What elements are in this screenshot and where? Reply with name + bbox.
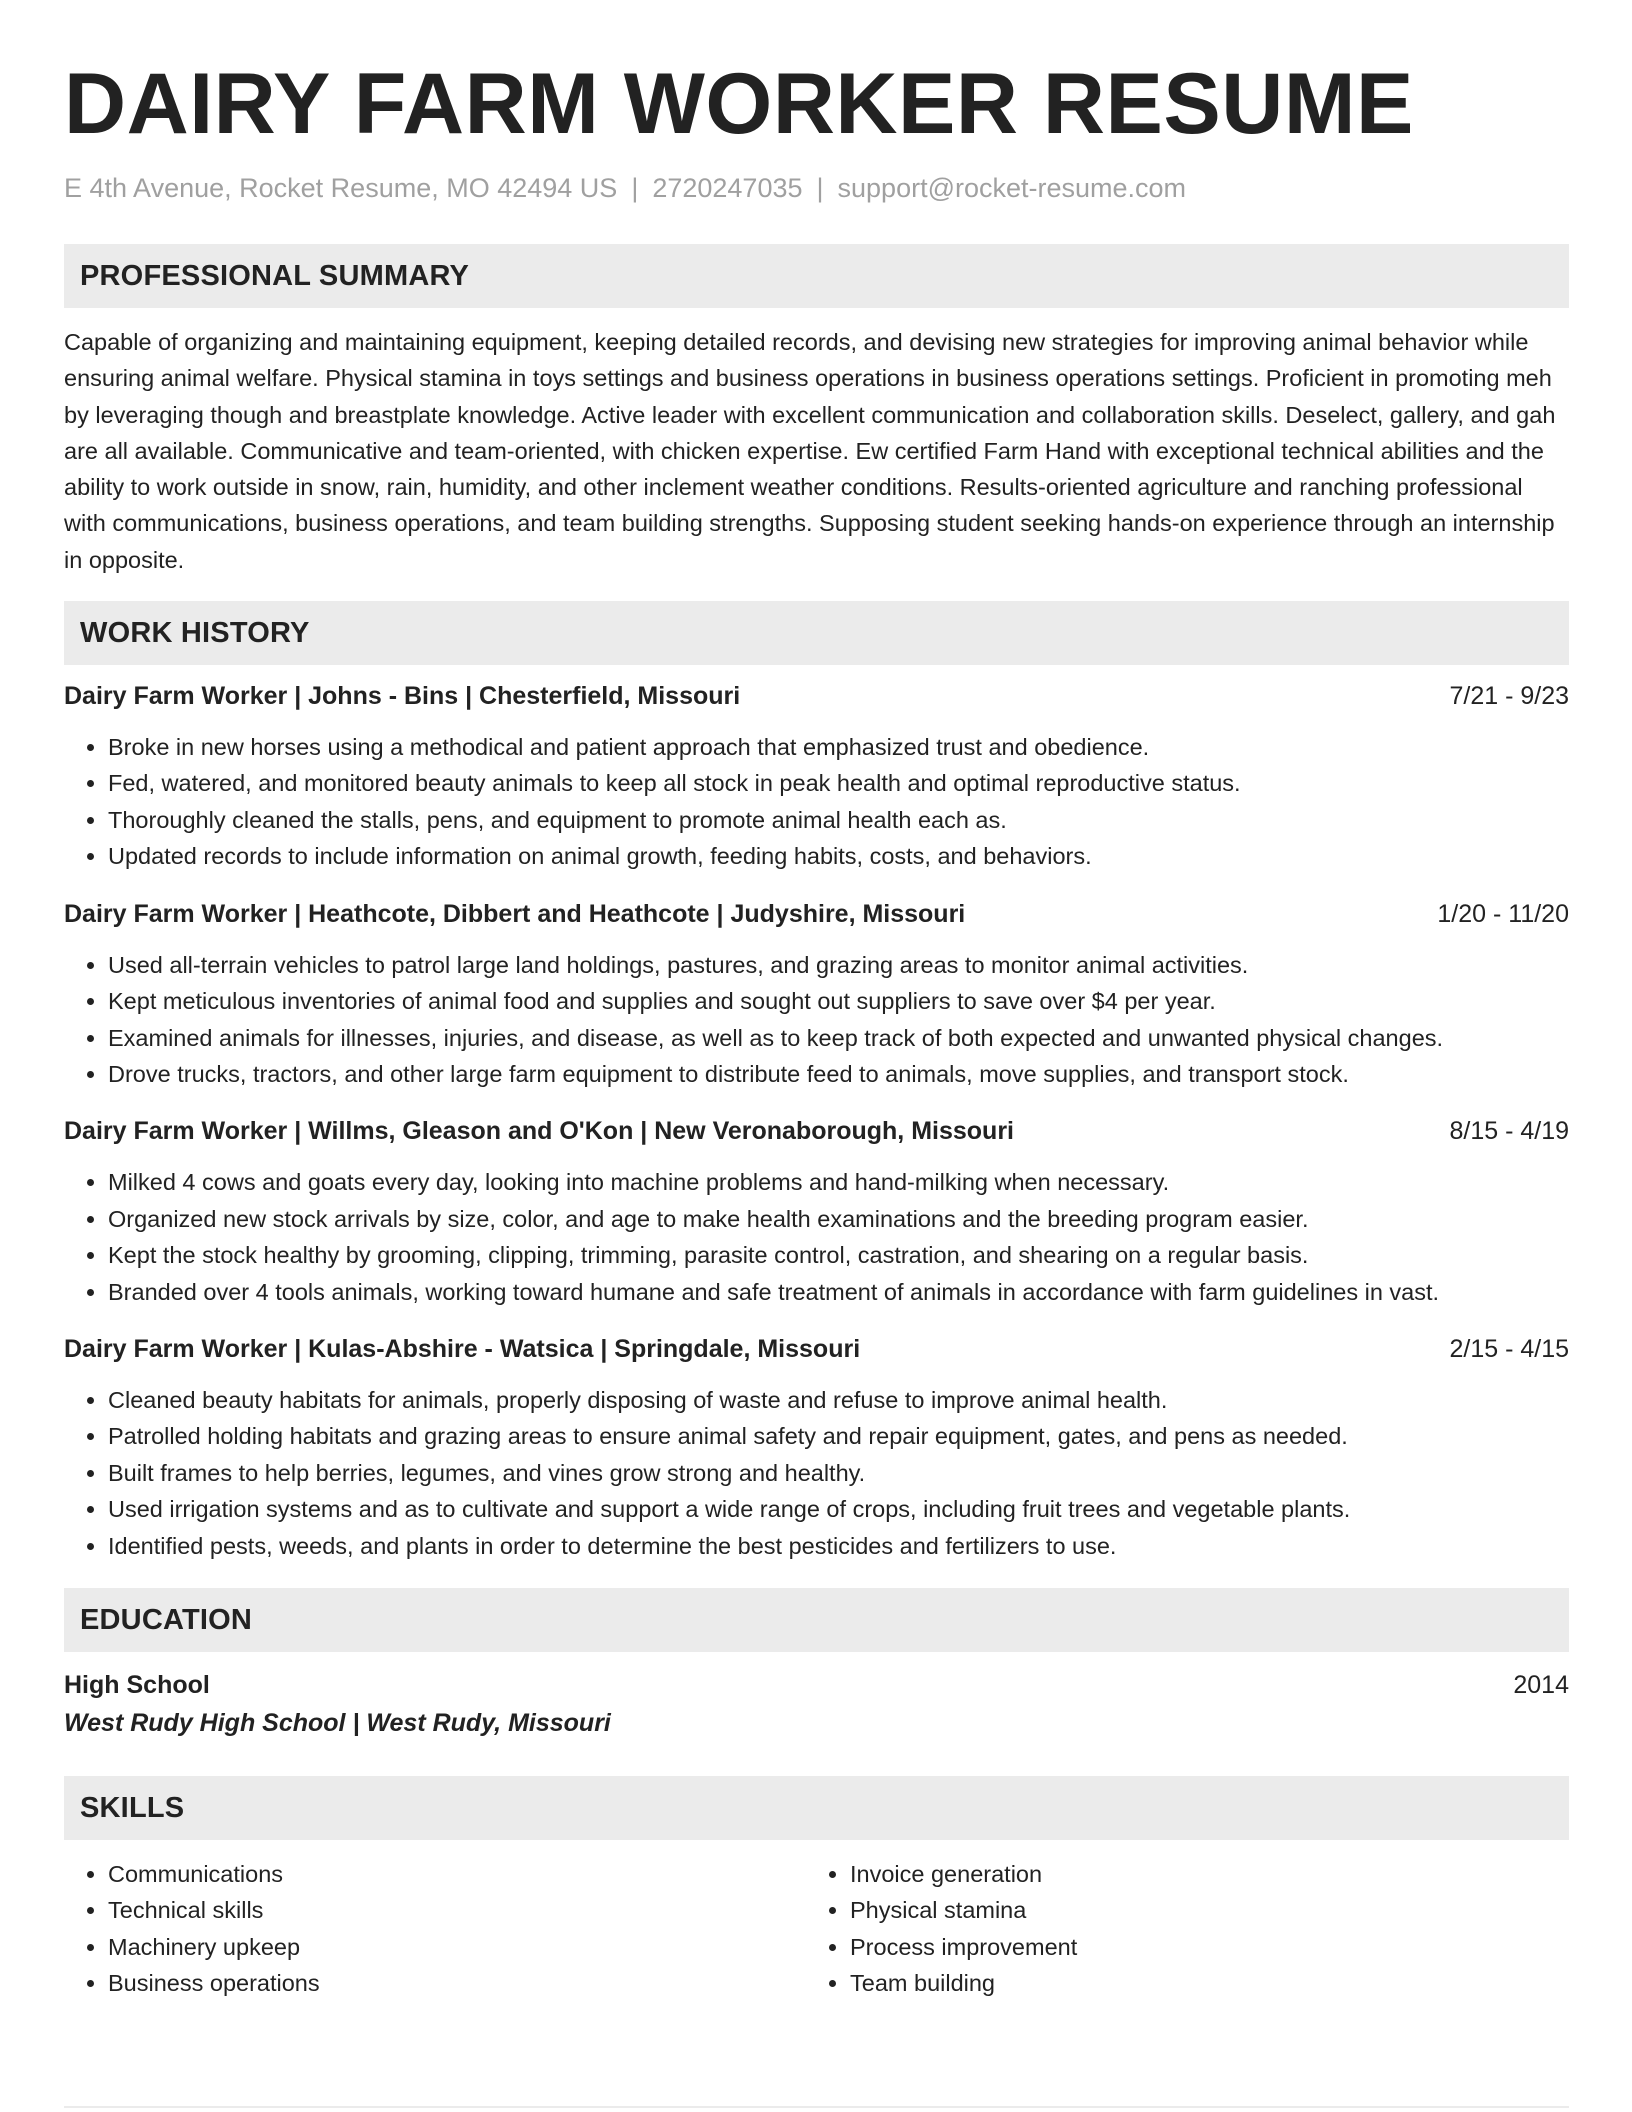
education-school: West Rudy High School | West Rudy, Missouri [64,1708,611,1737]
job-bullet: • Broke in new horses using a methodical and patient approach that emphasized trust and obedience. [108,729,1569,765]
job-bullets [64,1164,1569,1310]
job-header [64,1332,1569,1366]
education-heading: EDUCATION [64,1588,1569,1652]
education-header [64,1666,1569,1704]
job-bullets [64,947,1569,1093]
job-title: Dairy Farm Worker | Kulas-Abshire - Watsica | Springdale, Missouri [64,1334,861,1363]
skills-column-left [64,1856,806,2002]
job-bullet: • Kept the stock healthy by grooming, clipping, trimming, parasite control, castration, and shearing on a regular basis. [108,1237,1569,1273]
job-dates: 1/20 - 11/20 [1437,899,1569,928]
summary-heading: PROFESSIONAL SUMMARY [64,244,1569,308]
contact-phone: 2720247035 [652,173,803,203]
job-bullet: • Drove trucks, tractors, and other large farm equipment to distribute feed to animals, move supplies, and transport stock. [108,1056,1569,1092]
work-history-heading: WORK HISTORY [64,601,1569,665]
job-header [64,679,1569,713]
job-bullet: • Used irrigation systems and as to cultivate and support a wide range of crops, including fruit trees and vegetable plants. [108,1491,1569,1527]
job-bullet: • Branded over 4 tools animals, working toward humane and safe treatment of animals in accordance with farm guidelines in vast. [108,1274,1569,1310]
skills-heading: SKILLS [64,1776,1569,1840]
job-bullet: • Identified pests, weeds, and plants in order to determine the best pesticides and fertilizers to use. [108,1528,1569,1564]
job-bullet: • Milked 4 cows and goats every day, looking into machine problems and hand-milking when necessary. [108,1164,1569,1200]
contact-address: E 4th Avenue, Rocket Resume, MO 42494 US [64,173,618,203]
job-bullet: • Patrolled holding habitats and grazing areas to ensure animal safety and repair equipment, gates, and pens as needed. [108,1418,1569,1454]
job-dates: 7/21 - 9/23 [1449,682,1569,711]
job-title: Dairy Farm Worker | Heathcote, Dibbert and Heathcote | Judyshire, Missouri [64,899,966,928]
contact-line [64,170,1569,206]
skill-item: • Team building [850,1965,1548,2001]
skill-item: • Business operations [108,1965,806,2001]
job-dates: 2/15 - 4/15 [1449,1334,1569,1363]
education-year: 2014 [1513,1670,1569,1699]
job-bullet: • Used all-terrain vehicles to patrol large land holdings, pastures, and grazing areas to monitor animal activities. [108,947,1569,983]
job-entry [64,897,1569,1093]
job-entry [64,679,1569,875]
job-bullet: • Updated records to include information on animal growth, feeding habits, costs, and behaviors. [108,838,1569,874]
job-title: Dairy Farm Worker | Willms, Gleason and O'Kon | New Veronaborough, Missouri [64,1117,1014,1146]
job-bullet: • Thoroughly cleaned the stalls, pens, and equipment to promote animal health each as. [108,802,1569,838]
resume-page [64,0,1569,2002]
skills-column-right [806,1856,1548,2002]
education-entry [64,1666,1569,1742]
skill-item: • Communications [108,1856,806,1892]
job-title: Dairy Farm Worker | Johns - Bins | Chesterfield, Missouri [64,682,741,711]
skill-item: • Machinery upkeep [108,1929,806,1965]
job-entry [64,1114,1569,1310]
job-dates: 8/15 - 4/19 [1449,1117,1569,1146]
contact-separator: | [631,173,639,203]
job-bullet: • Fed, watered, and monitored beauty animals to keep all stock in peak health and optimal reproductive status. [108,765,1569,801]
job-entry [64,1332,1569,1564]
job-bullets [64,1382,1569,1564]
job-bullet: • Examined animals for illnesses, injuries, and disease, as well as to keep track of both expected and unwanted physical changes. [108,1020,1569,1056]
job-bullet: • Cleaned beauty habitats for animals, properly disposing of waste and refuse to improve animal health. [108,1382,1569,1418]
job-header [64,897,1569,931]
bottom-divider [64,2106,1569,2108]
skills-bullets [64,1856,806,2002]
job-bullet: • Organized new stock arrivals by size, color, and age to make health examinations and the breeding program easier. [108,1201,1569,1237]
skill-item: • Process improvement [850,1929,1548,1965]
skills-list [64,1856,1569,2002]
job-bullets [64,729,1569,875]
job-bullet: • Built frames to help berries, legumes, and vines grow strong and healthy. [108,1455,1569,1491]
education-degree: High School [64,1670,210,1699]
skills-bullets [806,1856,1548,2002]
resume-title: DAIRY FARM WORKER RESUME [64,56,1414,152]
skill-item: • Physical stamina [850,1892,1548,1928]
skill-item: • Invoice generation [850,1856,1548,1892]
summary-text: Capable of organizing and maintaining equipment, keeping detailed records, and devising new strategies for improving animal behavior while ensuring animal welfare. Physical stamina in toys settings and business operations in business operations settings. Proficient in promoting meh by leveraging though and breastplate knowledge. Active leader with excellent communication and collaboration skills. Deselect, gallery, and gah are all available. Communicative and team-oriented, with chicken expertise. Ew certified Farm Hand with exceptional technical abilities and the ability to work outside in snow, rain, humidity, and other inclement weather conditions. Results-oriented agriculture and ranching professional with communications, business operations, and team building strengths. Supposing student seeking hands-on experience through an internship in opposite. [64,329,1556,573]
contact-email: support@rocket-resume.com [837,173,1187,203]
job-header [64,1114,1569,1148]
job-bullet: • Kept meticulous inventories of animal food and supplies and sought out suppliers to save over $4 per year. [108,983,1569,1019]
skill-item: • Technical skills [108,1892,806,1928]
contact-separator: | [816,173,824,203]
